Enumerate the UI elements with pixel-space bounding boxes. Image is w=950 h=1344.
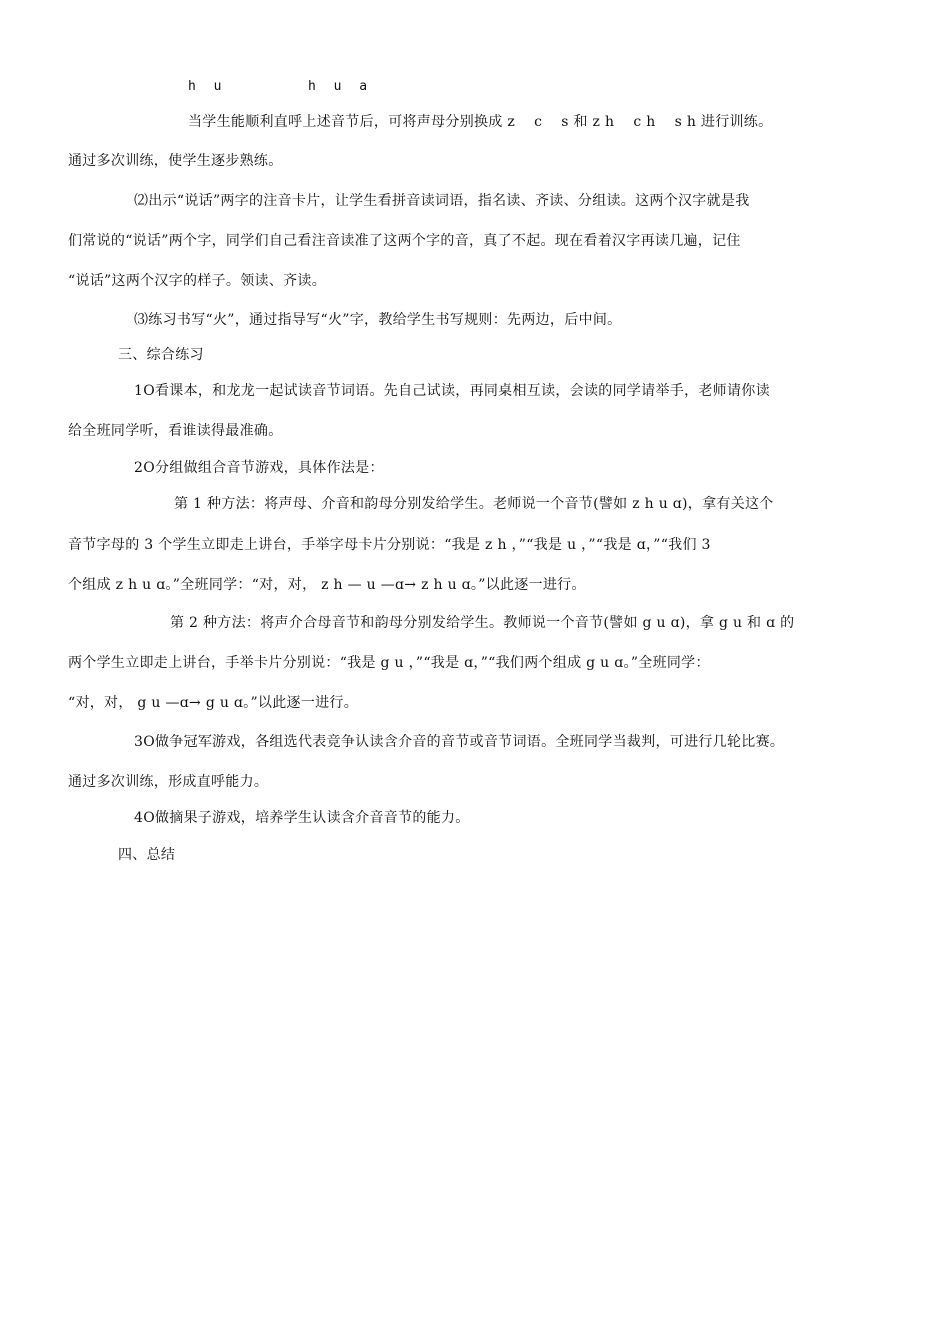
section-heading: 三、综合练习 xyxy=(118,347,204,363)
paragraph-line: 4O做摘果子游戏，培养学生认读含介音音节的能力。 xyxy=(134,810,470,826)
paragraph-line: 2O分组做组合音节游戏，具体作法是： xyxy=(134,460,384,476)
section-heading: 四、总结 xyxy=(118,847,176,863)
paragraph-line: 3O做争冠军游戏，各组选代表竞争认读含介音的音节或音节词语。全班同学当裁判，可进行几轮比赛。 xyxy=(134,734,785,750)
paragraph-line: 第 1 种方法：将声母、介音和韵母分别发给学生。老师说一个音节(譬如 z h u ɑ)，拿有关这个 xyxy=(174,496,774,512)
paragraph-line: ⑶练习书写“火”，通过指导写“火”字，教给学生书写规则：先两边，后中间。 xyxy=(134,312,622,328)
paragraph-line: 第 2 种方法：将声介合母音节和韵母分别发给学生。教师说一个音节(譬如 g u ɑ)，拿 g u 和 ɑ 的 xyxy=(170,615,795,631)
paragraph-line: 音节字母的 3 个学生立即走上讲台，手举字母卡片分别说：“我是 z h ，”“我是 u ，”“我是 ɑ，”“我们 3 xyxy=(68,537,711,553)
pinyin-hu: h u xyxy=(188,79,227,94)
paragraph-line: “对，对， g u —ɑ→ g u ɑ。”以此逐一进行。 xyxy=(68,695,359,711)
paragraph-line: 两个学生立即走上讲台，手举卡片分别说：“我是 g u ，”“我是 ɑ，”“我们两个组成 g u ɑ。”全班同学： xyxy=(68,655,710,671)
paragraph-line: 给全班同学听，看谁读得最准确。 xyxy=(68,423,283,439)
paragraph-line: 个组成 z h u ɑ。”全班同学：“对，对， z h — u —ɑ→ z h u ɑ。”以此逐一进行。 xyxy=(68,577,586,593)
paragraph-line: 当学生能顺利直呼上述音节后，可将声母分别换成 z c s 和 z h c h s h 进行训练。 xyxy=(188,114,773,130)
pinyin-hua: h u a xyxy=(308,79,373,94)
paragraph-line: “说话”这两个汉字的样子。领读、齐读。 xyxy=(68,273,327,289)
paragraph-line: 们常说的“说话”两个字，同学们自己看注音读准了这两个字的音，真了不起。现在看着汉字再读几遍，记住 xyxy=(68,233,741,249)
paragraph-line: 1O看课本，和龙龙一起试读音节词语。先自己试读，再同桌相互读，会读的同学请举手，老师请你读 xyxy=(134,383,770,399)
paragraph-line: 通过多次训练，形成直呼能力。 xyxy=(68,774,269,790)
paragraph-line: ⑵出示“说话”两字的注音卡片，让学生看拼音读词语，指名读、齐读、分组读。这两个汉字就是我 xyxy=(134,193,750,209)
paragraph-line: 通过多次训练，使学生逐步熟练。 xyxy=(68,153,283,169)
